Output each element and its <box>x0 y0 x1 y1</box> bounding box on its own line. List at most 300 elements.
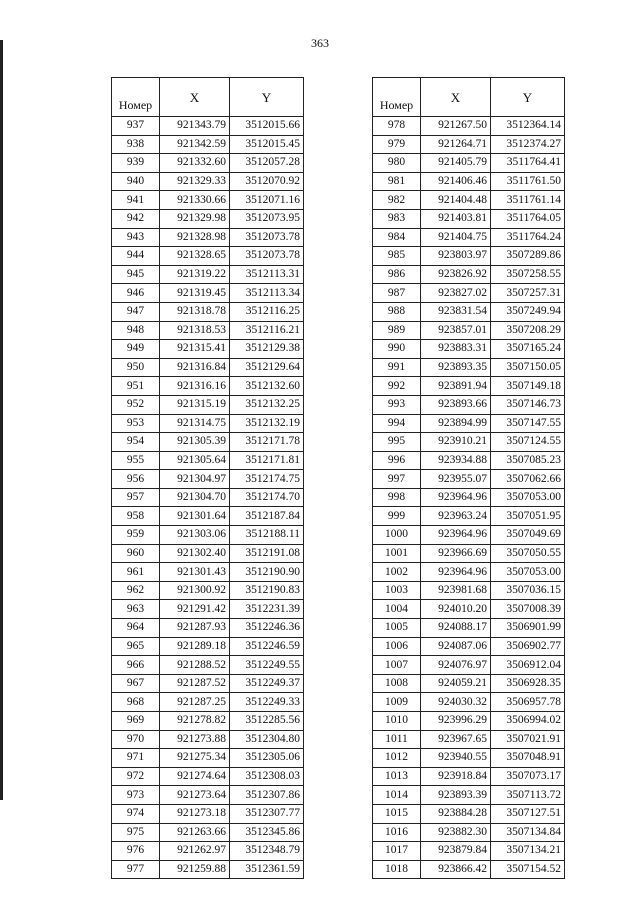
table-row <box>373 117 565 136</box>
table-row <box>373 302 565 321</box>
coord-x: 921288.52 <box>160 656 230 675</box>
coord-x: 921263.66 <box>160 823 230 842</box>
coord-x: 923893.35 <box>421 358 491 377</box>
coord-y: 3512057.28 <box>230 154 304 173</box>
table-row <box>373 804 565 823</box>
coord-y: 3512285.56 <box>230 712 304 731</box>
table-row <box>373 600 565 619</box>
header-number: Номер <box>373 78 421 117</box>
coord-y: 3512348.79 <box>230 842 304 861</box>
point-number: 1003 <box>373 581 421 600</box>
coord-x: 921274.64 <box>160 767 230 786</box>
table-row <box>373 488 565 507</box>
point-number: 978 <box>373 117 421 136</box>
table-row <box>112 302 304 321</box>
header-y: Y <box>491 78 565 117</box>
coord-x: 921273.88 <box>160 730 230 749</box>
table-row <box>112 340 304 359</box>
table-row <box>373 154 565 173</box>
coord-x: 923827.02 <box>421 284 491 303</box>
table-row <box>373 860 565 879</box>
coord-y: 3507146.73 <box>491 395 565 414</box>
point-number: 951 <box>112 377 160 396</box>
coord-x: 923964.96 <box>421 563 491 582</box>
coord-y: 3512191.08 <box>230 544 304 563</box>
coord-x: 921304.97 <box>160 470 230 489</box>
coord-y: 3512174.75 <box>230 470 304 489</box>
table-row <box>112 321 304 340</box>
coordinates-table-left <box>111 77 304 879</box>
table-row <box>373 284 565 303</box>
point-number: 997 <box>373 470 421 489</box>
table-row <box>112 804 304 823</box>
point-number: 971 <box>112 749 160 768</box>
coord-x: 921287.93 <box>160 619 230 638</box>
coord-y: 3512132.60 <box>230 377 304 396</box>
coord-x: 921289.18 <box>160 637 230 656</box>
table-row <box>373 526 565 545</box>
point-number: 980 <box>373 154 421 173</box>
point-number: 945 <box>112 265 160 284</box>
coord-y: 3512345.86 <box>230 823 304 842</box>
point-number: 998 <box>373 488 421 507</box>
coord-x: 921301.43 <box>160 563 230 582</box>
table-row <box>373 414 565 433</box>
table-row <box>373 581 565 600</box>
coord-y: 3506902.77 <box>491 637 565 656</box>
coord-y: 3506928.35 <box>491 674 565 693</box>
coord-x: 921273.18 <box>160 804 230 823</box>
table-row <box>373 470 565 489</box>
table-row <box>373 767 565 786</box>
coord-y: 3512307.86 <box>230 786 304 805</box>
coord-x: 924030.32 <box>421 693 491 712</box>
coord-y: 3512073.78 <box>230 247 304 266</box>
point-number: 970 <box>112 730 160 749</box>
table-row <box>112 526 304 545</box>
coord-x: 921303.06 <box>160 526 230 545</box>
table-row <box>112 488 304 507</box>
coord-y: 3512249.33 <box>230 693 304 712</box>
coord-y: 3512171.78 <box>230 433 304 452</box>
coord-x: 923866.42 <box>421 860 491 879</box>
coord-y: 3512129.38 <box>230 340 304 359</box>
coord-y: 3512304.80 <box>230 730 304 749</box>
coord-y: 3512073.78 <box>230 228 304 247</box>
coord-y: 3506994.02 <box>491 712 565 731</box>
point-number: 1017 <box>373 842 421 861</box>
coord-y: 3507149.18 <box>491 377 565 396</box>
point-number: 956 <box>112 470 160 489</box>
table-row <box>373 637 565 656</box>
table-row <box>112 135 304 154</box>
coord-x: 924088.17 <box>421 619 491 638</box>
point-number: 969 <box>112 712 160 731</box>
point-number: 992 <box>373 377 421 396</box>
point-number: 1000 <box>373 526 421 545</box>
coord-y: 3512187.84 <box>230 507 304 526</box>
coord-y: 3507053.00 <box>491 488 565 507</box>
table-row <box>373 321 565 340</box>
coord-y: 3507036.15 <box>491 581 565 600</box>
point-number: 937 <box>112 117 160 136</box>
table-row <box>373 228 565 247</box>
coord-x: 924087.06 <box>421 637 491 656</box>
table-row <box>112 600 304 619</box>
coord-y: 3512174.70 <box>230 488 304 507</box>
coord-y: 3511761.14 <box>491 191 565 210</box>
coord-x: 923883.31 <box>421 340 491 359</box>
coord-y: 3512113.31 <box>230 265 304 284</box>
coord-y: 3506901.99 <box>491 619 565 638</box>
table-row <box>373 209 565 228</box>
coord-x: 921262.97 <box>160 842 230 861</box>
coord-y: 3507165.24 <box>491 340 565 359</box>
coord-x: 923963.24 <box>421 507 491 526</box>
point-number: 976 <box>112 842 160 861</box>
point-number: 939 <box>112 154 160 173</box>
table-row <box>112 860 304 879</box>
point-number: 957 <box>112 488 160 507</box>
coord-x: 923882.30 <box>421 823 491 842</box>
table-row <box>373 619 565 638</box>
table-row <box>112 749 304 768</box>
point-number: 993 <box>373 395 421 414</box>
coord-y: 3512188.11 <box>230 526 304 545</box>
point-number: 959 <box>112 526 160 545</box>
coord-x: 921319.22 <box>160 265 230 284</box>
coord-x: 921329.98 <box>160 209 230 228</box>
coord-x: 921291.42 <box>160 600 230 619</box>
coord-y: 3507008.39 <box>491 600 565 619</box>
table-row <box>373 395 565 414</box>
point-number: 974 <box>112 804 160 823</box>
coord-y: 3512361.59 <box>230 860 304 879</box>
point-number: 1001 <box>373 544 421 563</box>
coord-y: 3507124.55 <box>491 433 565 452</box>
table-row <box>373 749 565 768</box>
coord-x: 923955.07 <box>421 470 491 489</box>
point-number: 987 <box>373 284 421 303</box>
coord-x: 921342.59 <box>160 135 230 154</box>
table-row <box>112 172 304 191</box>
coord-y: 3507053.00 <box>491 563 565 582</box>
table-row <box>112 191 304 210</box>
table-row <box>112 693 304 712</box>
coord-x: 923831.54 <box>421 302 491 321</box>
table-row <box>373 693 565 712</box>
coord-y: 3507021.91 <box>491 730 565 749</box>
coord-y: 3506957.78 <box>491 693 565 712</box>
header-x: X <box>421 78 491 117</box>
table-row <box>373 544 565 563</box>
coord-y: 3512246.59 <box>230 637 304 656</box>
coord-x: 921264.71 <box>421 135 491 154</box>
point-number: 950 <box>112 358 160 377</box>
coord-x: 923934.88 <box>421 451 491 470</box>
table-row <box>373 172 565 191</box>
point-number: 1010 <box>373 712 421 731</box>
coord-x: 923891.94 <box>421 377 491 396</box>
coord-x: 921332.60 <box>160 154 230 173</box>
table-row <box>112 767 304 786</box>
point-number: 1009 <box>373 693 421 712</box>
point-number: 949 <box>112 340 160 359</box>
coord-y: 3512374.27 <box>491 135 565 154</box>
coord-x: 923884.28 <box>421 804 491 823</box>
table-row <box>112 786 304 805</box>
coord-x: 921304.70 <box>160 488 230 507</box>
point-number: 941 <box>112 191 160 210</box>
coord-y: 3511764.41 <box>491 154 565 173</box>
table-row <box>112 656 304 675</box>
table-row <box>373 377 565 396</box>
coord-x: 921330.66 <box>160 191 230 210</box>
point-number: 947 <box>112 302 160 321</box>
coord-x: 921287.25 <box>160 693 230 712</box>
table-row <box>112 619 304 638</box>
coord-y: 3512246.36 <box>230 619 304 638</box>
coord-x: 923967.65 <box>421 730 491 749</box>
point-number: 968 <box>112 693 160 712</box>
coord-x: 923964.96 <box>421 526 491 545</box>
table-row <box>112 358 304 377</box>
coord-x: 923826.92 <box>421 265 491 284</box>
coord-x: 921319.45 <box>160 284 230 303</box>
coord-x: 921343.79 <box>160 117 230 136</box>
table-row <box>112 563 304 582</box>
point-number: 1004 <box>373 600 421 619</box>
coord-x: 923964.96 <box>421 488 491 507</box>
table-row <box>112 507 304 526</box>
table-row <box>112 674 304 693</box>
point-number: 999 <box>373 507 421 526</box>
point-number: 963 <box>112 600 160 619</box>
point-number: 938 <box>112 135 160 154</box>
point-number: 955 <box>112 451 160 470</box>
point-number: 986 <box>373 265 421 284</box>
coord-x: 921328.65 <box>160 247 230 266</box>
point-number: 948 <box>112 321 160 340</box>
coord-y: 3512015.66 <box>230 117 304 136</box>
coord-y: 3507073.17 <box>491 767 565 786</box>
point-number: 985 <box>373 247 421 266</box>
coord-y: 3507154.52 <box>491 860 565 879</box>
coord-x: 924010.20 <box>421 600 491 619</box>
point-number: 995 <box>373 433 421 452</box>
table-row <box>112 265 304 284</box>
table-row <box>373 730 565 749</box>
table-row <box>112 284 304 303</box>
point-number: 960 <box>112 544 160 563</box>
coord-y: 3507113.72 <box>491 786 565 805</box>
coord-x: 921315.41 <box>160 340 230 359</box>
table-row <box>112 451 304 470</box>
coord-y: 3512113.34 <box>230 284 304 303</box>
coord-x: 923857.01 <box>421 321 491 340</box>
coord-y: 3512307.77 <box>230 804 304 823</box>
coord-y: 3506912.04 <box>491 656 565 675</box>
coord-x: 921305.64 <box>160 451 230 470</box>
table-row <box>112 823 304 842</box>
point-number: 979 <box>373 135 421 154</box>
point-number: 1002 <box>373 563 421 582</box>
table-row <box>112 228 304 247</box>
point-number: 988 <box>373 302 421 321</box>
header-y: Y <box>230 78 304 117</box>
table-row <box>373 433 565 452</box>
coord-x: 923996.29 <box>421 712 491 731</box>
point-number: 990 <box>373 340 421 359</box>
point-number: 981 <box>373 172 421 191</box>
point-number: 942 <box>112 209 160 228</box>
point-number: 1006 <box>373 637 421 656</box>
coord-x: 923803.97 <box>421 247 491 266</box>
coord-x: 921316.84 <box>160 358 230 377</box>
point-number: 1016 <box>373 823 421 842</box>
coord-x: 923918.84 <box>421 767 491 786</box>
coord-y: 3507257.31 <box>491 284 565 303</box>
coord-x: 921305.39 <box>160 433 230 452</box>
coord-x: 921300.92 <box>160 581 230 600</box>
table-row <box>373 135 565 154</box>
header-x: X <box>160 78 230 117</box>
coord-x: 921278.82 <box>160 712 230 731</box>
point-number: 967 <box>112 674 160 693</box>
table-row <box>112 433 304 452</box>
point-number: 1018 <box>373 860 421 879</box>
coord-x: 921318.78 <box>160 302 230 321</box>
coord-x: 921403.81 <box>421 209 491 228</box>
coord-x: 923910.21 <box>421 433 491 452</box>
coord-y: 3511764.05 <box>491 209 565 228</box>
coord-y: 3507048.91 <box>491 749 565 768</box>
coord-y: 3512015.45 <box>230 135 304 154</box>
point-number: 1005 <box>373 619 421 638</box>
coord-y: 3512116.21 <box>230 321 304 340</box>
coord-y: 3512070.92 <box>230 172 304 191</box>
table-row <box>112 414 304 433</box>
coord-y: 3512190.83 <box>230 581 304 600</box>
table-row <box>373 191 565 210</box>
table-row <box>373 265 565 284</box>
point-number: 1012 <box>373 749 421 768</box>
coord-x: 921275.34 <box>160 749 230 768</box>
coord-x: 921302.40 <box>160 544 230 563</box>
table-row <box>112 377 304 396</box>
coord-y: 3507134.84 <box>491 823 565 842</box>
coord-x: 921314.75 <box>160 414 230 433</box>
point-number: 994 <box>373 414 421 433</box>
coord-y: 3512364.14 <box>491 117 565 136</box>
coord-x: 921315.19 <box>160 395 230 414</box>
coord-y: 3512190.90 <box>230 563 304 582</box>
table-row <box>373 712 565 731</box>
page-number: 363 <box>311 36 329 50</box>
table-row <box>112 712 304 731</box>
coord-y: 3512116.25 <box>230 302 304 321</box>
point-number: 940 <box>112 172 160 191</box>
coord-x: 923894.99 <box>421 414 491 433</box>
coord-y: 3507150.05 <box>491 358 565 377</box>
table-row <box>373 563 565 582</box>
coord-y: 3511764.24 <box>491 228 565 247</box>
coord-y: 3512249.37 <box>230 674 304 693</box>
table-row <box>112 117 304 136</box>
coord-x: 921301.64 <box>160 507 230 526</box>
coord-x: 923893.66 <box>421 395 491 414</box>
table-row <box>373 247 565 266</box>
table-row <box>373 786 565 805</box>
point-number: 966 <box>112 656 160 675</box>
point-number: 973 <box>112 786 160 805</box>
coord-x: 923966.69 <box>421 544 491 563</box>
point-number: 962 <box>112 581 160 600</box>
table-row <box>112 842 304 861</box>
table-row <box>112 637 304 656</box>
table-row <box>112 154 304 173</box>
point-number: 961 <box>112 563 160 582</box>
coord-y: 3512171.81 <box>230 451 304 470</box>
point-number: 991 <box>373 358 421 377</box>
point-number: 989 <box>373 321 421 340</box>
coord-y: 3507208.29 <box>491 321 565 340</box>
coord-y: 3512305.06 <box>230 749 304 768</box>
coord-x: 921328.98 <box>160 228 230 247</box>
coord-y: 3507051.95 <box>491 507 565 526</box>
page-edge-bar <box>0 40 3 800</box>
coord-y: 3512231.39 <box>230 600 304 619</box>
table-row <box>112 470 304 489</box>
coordinates-table-right <box>372 77 565 879</box>
point-number: 975 <box>112 823 160 842</box>
coord-x: 924059.21 <box>421 674 491 693</box>
coord-x: 923879.84 <box>421 842 491 861</box>
coord-x: 921259.88 <box>160 860 230 879</box>
point-number: 977 <box>112 860 160 879</box>
table-row <box>373 358 565 377</box>
table-row <box>112 730 304 749</box>
coord-y: 3507134.21 <box>491 842 565 861</box>
coord-y: 3507147.55 <box>491 414 565 433</box>
point-number: 1015 <box>373 804 421 823</box>
coord-y: 3507127.51 <box>491 804 565 823</box>
coord-y: 3512249.55 <box>230 656 304 675</box>
table-row <box>373 823 565 842</box>
point-number: 996 <box>373 451 421 470</box>
coord-x: 921329.33 <box>160 172 230 191</box>
point-number: 964 <box>112 619 160 638</box>
coord-y: 3512071.16 <box>230 191 304 210</box>
coord-x: 923981.68 <box>421 581 491 600</box>
point-number: 1007 <box>373 656 421 675</box>
coord-y: 3507062.66 <box>491 470 565 489</box>
coord-y: 3507050.55 <box>491 544 565 563</box>
coord-x: 921318.53 <box>160 321 230 340</box>
coord-y: 3512132.25 <box>230 395 304 414</box>
point-number: 954 <box>112 433 160 452</box>
coord-y: 3507249.94 <box>491 302 565 321</box>
point-number: 965 <box>112 637 160 656</box>
coord-x: 921404.75 <box>421 228 491 247</box>
table-row <box>373 507 565 526</box>
coord-y: 3507049.69 <box>491 526 565 545</box>
coord-y: 3512132.19 <box>230 414 304 433</box>
point-number: 958 <box>112 507 160 526</box>
table-row <box>112 581 304 600</box>
coord-y: 3512308.03 <box>230 767 304 786</box>
point-number: 943 <box>112 228 160 247</box>
